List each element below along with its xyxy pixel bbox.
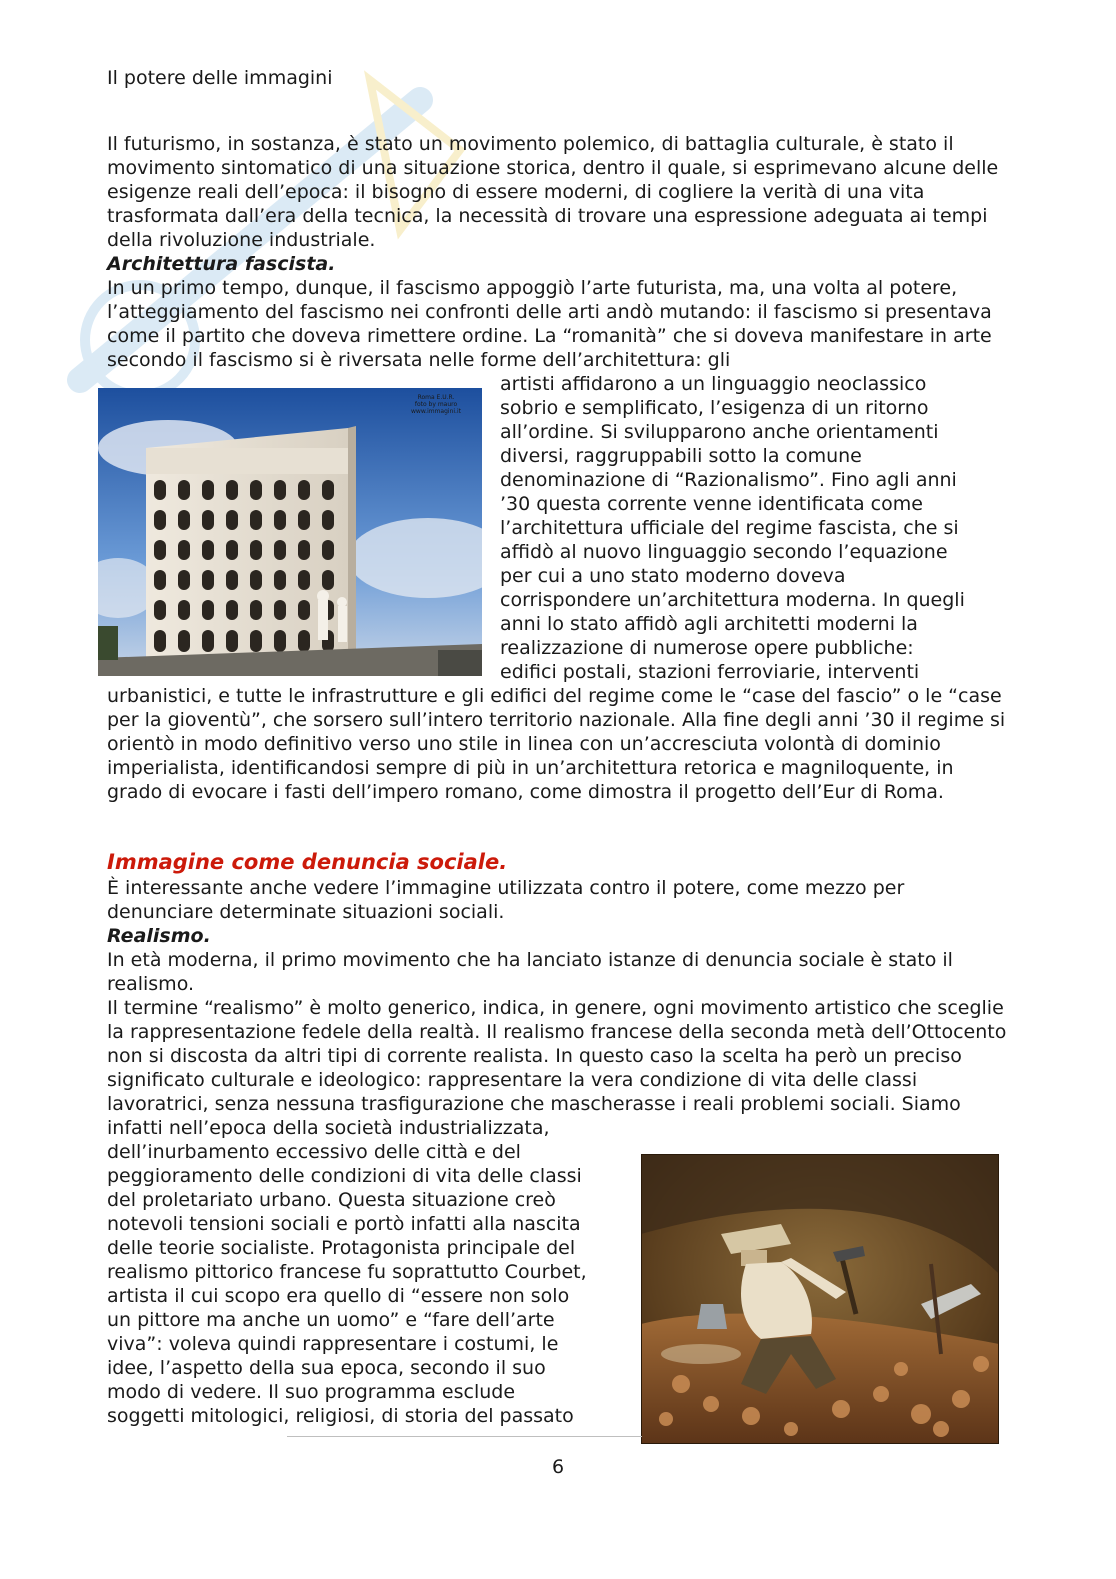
text-line: edifici postali, stazioni ferroviarie, interventi	[500, 661, 920, 683]
text-line: notevoli tensioni sociali e portò infatti alla nascita	[107, 1213, 581, 1235]
text-line: ’30 questa corrente venne identificata come	[500, 493, 923, 515]
text-line: del proletariato urbano. Questa situazione creò	[107, 1189, 556, 1211]
realismo-paragraph-2: Il termine “realismo” è molto generico, indica, in genere, ogni movimento artistico che sceglie la rappresentazione fedele della realtà. Il realismo francese della seconda metà dell’Ottocento non si discosta da altri tipi di corrente realista. In questo caso la scelta ha però un preciso significato culturale e ideologico: rappresentare la vera condizione di vita delle classi lavoratrici, senza nessuna trasfigurazione che mascherasse i reali problemi sociali. Siamo infatti nell’epoca della società industrializzata,	[107, 997, 1007, 1139]
text-line: corrispondere un’architettura moderna. In quegli	[500, 589, 965, 611]
text-line: realismo pittorico francese fu soprattutto Courbet,	[107, 1261, 587, 1283]
architecture-paragraph-2: urbanistici, e tutte le infrastrutture e gli edifici del regime come le “case del fascio” o le “case per la gioventù”, che sorsero sull’intero territorio nazionale. Alla fine degli anni ’30 il regime si orientò in modo definitivo verso uno stile in linea con un’accresciuta volontà di dominio imperialista, identificandosi sempre di più in un’architettura retorica e magniloquente, in grado di evocare i fasti dell’impero romano, come dimostra il progetto dell’Eur di Roma.	[107, 685, 1006, 803]
text-line: diversi, raggruppabili sotto la comune	[500, 445, 862, 467]
text-line: per cui a uno stato moderno doveva	[500, 565, 846, 587]
footer-rule	[287, 1436, 642, 1437]
realismo-paragraph-1: In età moderna, il primo movimento che ha lanciato istanze di denuncia sociale è stato il realismo.	[107, 949, 953, 995]
denuncia-intro: È interessante anche vedere l’immagine utilizzata contro il potere, come mezzo per denunciare determinate situazioni sociali.	[107, 877, 905, 923]
text-line: realizzazione di numerose opere pubbliche:	[500, 637, 914, 659]
caption-line: www.immagini.it	[411, 408, 461, 415]
text-line: denominazione di “Razionalismo”. Fino agli anni	[500, 469, 957, 491]
text-line: delle teorie socialiste. Protagonista principale del	[107, 1237, 576, 1259]
text-line: modo di vedere. Il suo programma esclude	[107, 1381, 516, 1403]
eur-palazzo-illustration	[98, 388, 482, 676]
text-line: viva”: voleva quindi rappresentare i costumi, le	[107, 1333, 559, 1355]
subheading-realismo: Realismo.	[107, 925, 211, 947]
image-caption	[394, 394, 478, 415]
eur-palazzo-image	[98, 388, 482, 676]
text-line: artisti affidarono a un linguaggio neoclassico	[500, 373, 927, 395]
intro-paragraph: Il futurismo, in sostanza, è stato un movimento polemico, di battaglia culturale, è stato il movimento sintomatico di una situazione storica, dentro il quale, si esprimevano alcune delle esigenze reali dell’epoca: il bisogno di essere moderni, di cogliere la verità di una vita trasformata dall’era della tecnica, la necessità di trovare una espressione adeguata ai tempi della rivoluzione industriale.	[107, 133, 999, 251]
text-line: sobrio e semplificato, l’esigenza di un ritorno	[500, 397, 929, 419]
architecture-paragraph-1: In un primo tempo, dunque, il fascismo appoggiò l’arte futurista, ma, una volta al potere, l’atteggiamento del fascismo nei confronti delle arti andò mutando: il fascismo si presentava come il partito che doveva rimettere ordine. La “romanità” che si doveva manifestare in arte secondo il fascismo si è riversata nelle forme dell’architettura: gli	[107, 277, 992, 371]
text-line: affidò al nuovo linguaggio secondo l’equazione	[500, 541, 948, 563]
text-line: peggioramento delle condizioni di vita delle classi	[107, 1165, 582, 1187]
page-number: 6	[551, 1456, 565, 1478]
section-heading-architettura: Architettura fascista.	[107, 253, 336, 275]
text-line: all’ordine. Si svilupparono anche orientamenti	[500, 421, 939, 443]
text-line: l’architettura ufficiale del regime fascista, che si	[500, 517, 959, 539]
text-line: soggetti mitologici, religiosi, di storia del passato	[107, 1405, 574, 1427]
text-line: dell’inurbamento eccessivo delle città e del	[107, 1141, 521, 1163]
section-heading-denuncia: Immagine come denuncia sociale.	[107, 850, 508, 874]
text-line: anni lo stato affidò agli architetti moderni la	[500, 613, 918, 635]
text-line: idee, l’aspetto della sua epoca, secondo il suo	[107, 1357, 546, 1379]
courbet-stone-breaker-illustration	[641, 1154, 999, 1444]
courbet-painting-image	[641, 1154, 999, 1444]
text-line: un pittore ma anche un uomo” e “fare dell’arte	[107, 1309, 555, 1331]
running-header: Il potere delle immagini	[107, 67, 333, 89]
caption-line: Roma E.U.R.	[417, 394, 455, 401]
caption-line: foto by mauro	[414, 401, 458, 408]
realismo-wrap-text	[107, 1140, 632, 1428]
text-line: artista il cui scopo era quello di “essere non solo	[107, 1285, 570, 1307]
architecture-wrap-text	[500, 372, 1005, 684]
